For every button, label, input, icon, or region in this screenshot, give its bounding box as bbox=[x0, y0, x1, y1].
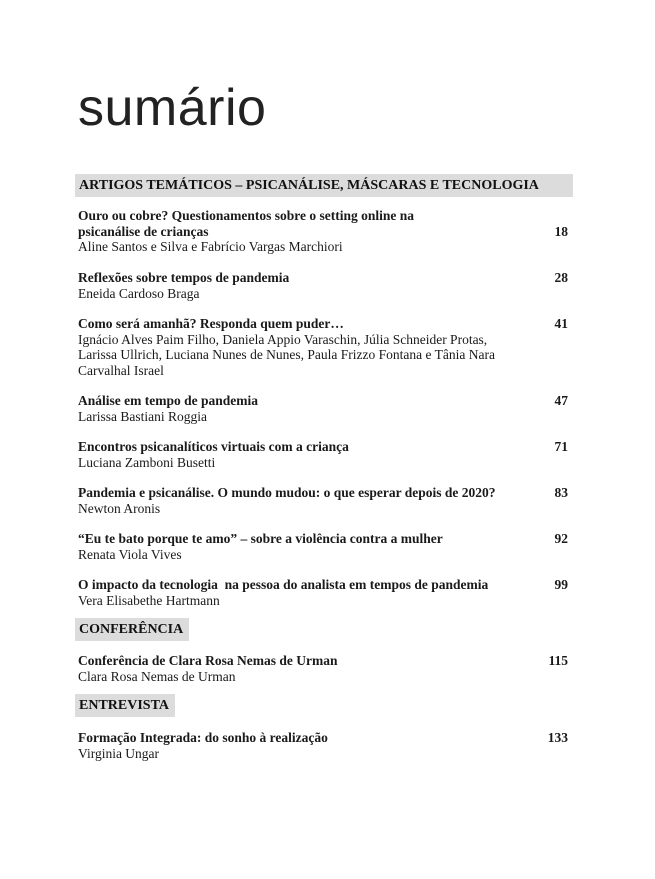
entry-authors: Luciana Zamboni Busetti bbox=[78, 454, 216, 470]
entry-page: 71 bbox=[554, 439, 568, 454]
entry-authors: Aline Santos e Silva e Fabrício Vargas Marchiori bbox=[78, 239, 343, 254]
toc-entry[interactable] bbox=[78, 208, 568, 255]
entry-title: Conferência de Clara Rosa Nemas de Urman bbox=[78, 653, 338, 668]
section-header-conferencia: CONFERÊNCIA bbox=[75, 618, 189, 641]
toc-entry[interactable] bbox=[78, 531, 568, 562]
entry-page: 18 bbox=[554, 223, 568, 239]
entry-authors: Larissa Bastiani Roggia bbox=[78, 408, 207, 424]
entry-title: Encontros psicanalíticos virtuais com a criança bbox=[78, 439, 349, 454]
entry-title: Pandemia e psicanálise. O mundo mudou: o que esperar depois de 2020? bbox=[78, 485, 496, 500]
toc-entry[interactable] bbox=[78, 393, 568, 424]
entry-title: Formação Integrada: do sonho à realização bbox=[78, 730, 328, 745]
entry-authors: Eneida Cardoso Braga bbox=[78, 285, 200, 301]
entry-page: 28 bbox=[554, 270, 568, 285]
entry-authors: Virginia Ungar bbox=[78, 745, 160, 761]
entry-page: 99 bbox=[554, 577, 568, 592]
entry-page: 92 bbox=[554, 531, 568, 546]
entry-page: 47 bbox=[554, 393, 568, 408]
entry-page: 83 bbox=[554, 485, 568, 500]
entry-page: 41 bbox=[554, 316, 568, 331]
entry-title: Análise em tempo de pandemia bbox=[78, 393, 258, 408]
toc-entry[interactable] bbox=[78, 653, 568, 684]
entry-title: O impacto da tecnologia na pessoa do analista em tempos de pandemia bbox=[78, 577, 489, 592]
entry-page: 133 bbox=[547, 730, 568, 745]
toc-entry[interactable] bbox=[78, 270, 568, 301]
entry-authors: Clara Rosa Nemas de Urman bbox=[78, 668, 236, 684]
entry-title: Reflexões sobre tempos de pandemia bbox=[78, 270, 290, 285]
toc-entry[interactable] bbox=[78, 485, 568, 516]
section-header-artigos: ARTIGOS TEMÁTICOS – PSICANÁLISE, MÁSCARAS E TECNOLOGIA bbox=[75, 174, 573, 197]
toc-entry[interactable] bbox=[78, 577, 568, 608]
entry-title: “Eu te bato porque te amo” – sobre a violência contra a mulher bbox=[78, 531, 443, 546]
toc-entry[interactable] bbox=[78, 439, 568, 470]
entry-authors: Renata Viola Vives bbox=[78, 546, 182, 562]
toc-entry[interactable] bbox=[78, 316, 568, 378]
section-header-entrevista: ENTREVISTA bbox=[75, 694, 175, 717]
entry-authors: Ignácio Alves Paim Filho, Daniela Appio Varaschin, Júlia Schneider Protas, Larissa Ullrich, Luciana Nunes de Nunes, Paula Frizzo Fontana e Tânia Nara Carvalhal Israel bbox=[78, 331, 495, 378]
entry-page: 115 bbox=[548, 653, 568, 668]
entry-authors: Vera Elisabethe Hartmann bbox=[78, 592, 220, 608]
entry-title: Ouro ou cobre? Questionamentos sobre o setting online na psicanálise de crianças bbox=[78, 208, 415, 239]
entry-title: Como será amanhã? Responda quem puder… bbox=[78, 316, 344, 331]
entry-authors: Newton Aronis bbox=[78, 500, 161, 516]
toc-entry[interactable] bbox=[78, 730, 568, 761]
page-title: sumário bbox=[78, 79, 267, 137]
